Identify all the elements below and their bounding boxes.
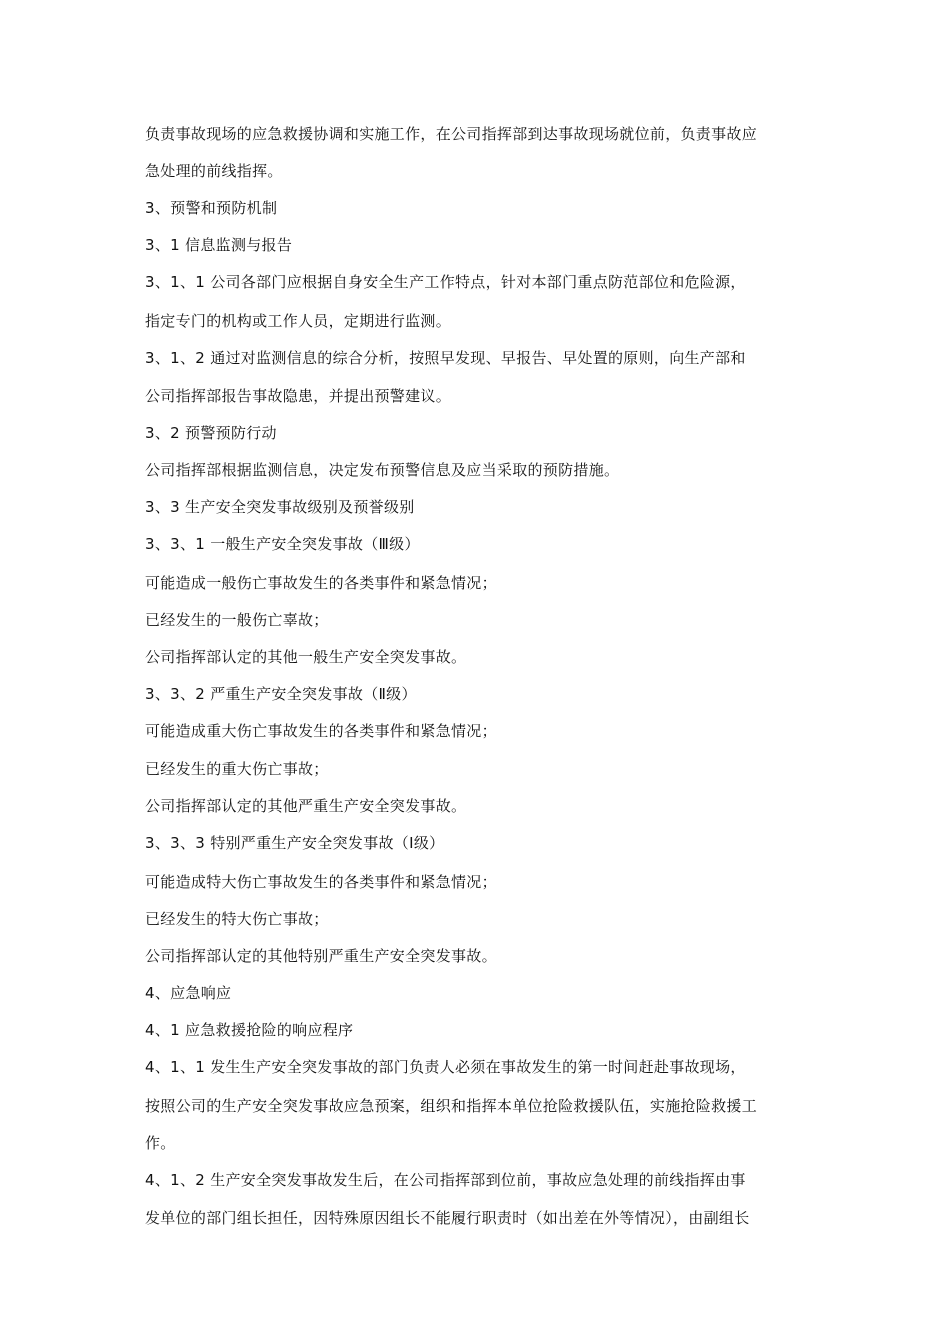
text-line: 负责事故现场的应急救援协调和实施工作，在公司指挥部到达事故现场就位前，负责事故应 [145, 125, 758, 143]
text-line: 可能造成重大伤亡事故发生的各类事件和紧急情况； [145, 722, 497, 740]
text-line: 公司指挥部认定的其他一般生产安全突发事故。 [145, 648, 467, 666]
text-line: 公司指挥部认定的其他特别严重生产安全突发事故。 [145, 947, 497, 965]
text-line: 4、1、2 生产安全突发事故发生后，在公司指挥部到位前，事故应急处理的前线指挥由事 [145, 1171, 746, 1189]
section-heading: 3、预警和预防机制 [145, 199, 278, 217]
text-line: 按照公司的生产安全突发事故应急预案，组织和指挥本单位抢险救援队伍，实施抢险救援工 [145, 1097, 758, 1115]
subsection-heading: 3、1 信息监测与报告 [145, 236, 293, 254]
text-line: 已经发生的重大伤亡事故； [145, 760, 329, 778]
subsection-heading: 3、2 预警预防行动 [145, 424, 277, 442]
text-line: 已经发生的一般伤亡辜故； [145, 611, 329, 629]
text-line: 作。 [145, 1134, 176, 1152]
text-line: 指定专门的机构或工作人员，定期进行监测。 [145, 312, 452, 330]
text-line: 已经发生的特大伤亡事故； [145, 910, 329, 928]
subsection-heading: 3、3、1 一般生产安全突发事故（Ⅲ级） [145, 535, 420, 553]
text-line: 公司指挥部报告事故隐患，并提出预警建议。 [145, 387, 452, 405]
subsection-heading: 3、3 生产安全突发事故级别及预誉级别 [145, 498, 415, 516]
subsection-heading: 3、3、2 严重生产安全突发事故（Ⅱ级） [145, 685, 417, 703]
subsection-heading: 3、3、3 特别严重生产安全突发事故（Ⅰ级） [145, 834, 445, 852]
text-line: 急处理的前线指挥。 [145, 162, 283, 180]
text-line: 可能造成特大伤亡事故发生的各类事件和紧急情况； [145, 873, 497, 891]
text-line: 4、1、1 发生生产安全突发事故的部门负责人必须在事故发生的第一时间赶赴事故现场， [145, 1058, 746, 1076]
text-line: 公司指挥部根据监测信息，决定发布预警信息及应当采取的预防措施。 [145, 461, 620, 479]
text-line: 可能造成一般伤亡事故发生的各类事件和紧急情况； [145, 574, 497, 592]
text-line: 发单位的部门组长担任，因特殊原因组长不能履行职责时（如出差在外等情况），由副组长 [145, 1209, 750, 1227]
text-line: 公司指挥部认定的其他严重生产安全突发事故。 [145, 797, 467, 815]
section-heading: 4、应急响应 [145, 984, 232, 1002]
subsection-heading: 4、1 应急救援抢险的响应程序 [145, 1021, 354, 1039]
text-line: 3、1、2 通过对监测信息的综合分析，按照早发现、早报告、早处置的原则，向生产部和 [145, 349, 746, 367]
text-line: 3、1、1 公司各部门应根据自身安全生产工作特点，针对本部门重点防范部位和危险源， [145, 273, 746, 291]
